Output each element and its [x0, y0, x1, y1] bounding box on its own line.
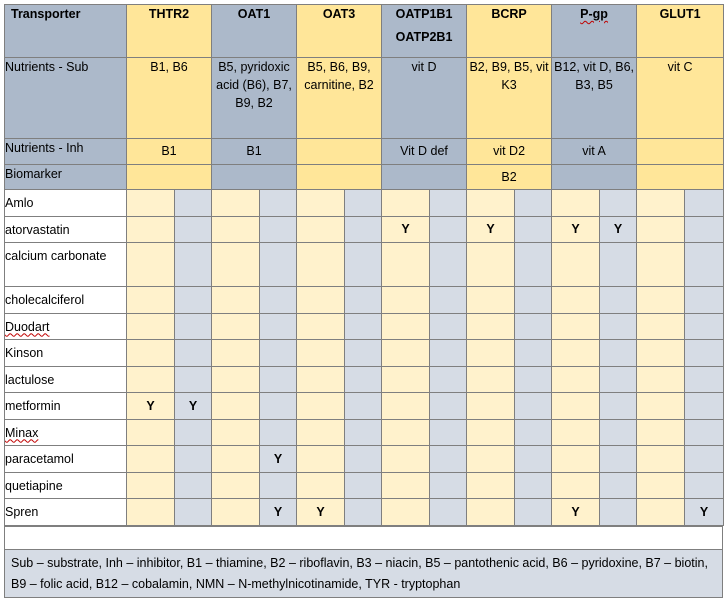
interaction-cell	[515, 446, 552, 473]
interaction-cell	[382, 499, 430, 526]
interaction-cell	[515, 393, 552, 420]
drug-name-text: Amlo	[5, 196, 34, 210]
interaction-cell	[345, 190, 382, 217]
interaction-cell	[212, 419, 260, 446]
interaction-cell	[600, 313, 637, 340]
drug-name	[5, 190, 127, 217]
info-cell-bcrp: B2	[467, 165, 552, 190]
interaction-cell	[382, 190, 430, 217]
interaction-cell	[430, 419, 467, 446]
interaction-cell	[552, 313, 600, 340]
interaction-cell	[260, 419, 297, 446]
drug-name-text: Duodart	[5, 319, 50, 334]
interaction-cell	[297, 472, 345, 499]
info-cell-thtr2: B1	[127, 139, 212, 165]
transporter-table-container	[4, 4, 723, 598]
interaction-cell	[127, 499, 175, 526]
drug-name-text: paracetamol	[5, 452, 74, 466]
info-cell-p-gp	[552, 165, 637, 190]
footnote-text: Sub – substrate, Inh – inhibitor, B1 – thiamine, B2 – riboflavin, B3 – niacin, B5 – pantothenic acid, B6 – pyridoxine, B7 – biotin, B9 – folic acid, B12 – cobalamin, NMN – N-methylnicotinamide, TYR - tryptophan	[5, 549, 723, 597]
interaction-cell	[382, 419, 430, 446]
interaction-cell	[382, 313, 430, 340]
interaction-cell	[430, 243, 467, 287]
interaction-cell	[175, 190, 212, 217]
interaction-cell	[345, 216, 382, 243]
interaction-cell	[212, 216, 260, 243]
interaction-cell	[467, 190, 515, 217]
info-cell-oat3	[297, 139, 382, 165]
interaction-cell: Y	[297, 499, 345, 526]
interaction-cell	[552, 340, 600, 367]
row-label: Nutrients - Inh	[5, 139, 127, 165]
interaction-cell	[175, 216, 212, 243]
interaction-cell: Y	[260, 446, 297, 473]
interaction-cell	[515, 340, 552, 367]
interaction-cell: Y	[127, 393, 175, 420]
info-cell-thtr2: B1, B6	[127, 58, 212, 139]
interaction-cell: Y	[175, 393, 212, 420]
drug-row	[5, 499, 724, 526]
interaction-cell: Y	[685, 499, 724, 526]
interaction-cell	[600, 366, 637, 393]
interaction-cell	[552, 243, 600, 287]
interaction-cell	[467, 419, 515, 446]
interaction-cell: Y	[382, 216, 430, 243]
drug-row	[5, 190, 724, 217]
interaction-cell	[297, 190, 345, 217]
drug-name-text: quetiapine	[5, 478, 63, 493]
interaction-cell	[515, 313, 552, 340]
interaction-cell: Y	[260, 499, 297, 526]
interaction-cell	[552, 287, 600, 314]
info-row-biomarker	[5, 165, 724, 190]
interaction-cell	[685, 472, 724, 499]
interaction-cell	[260, 216, 297, 243]
drug-name-text: calcium carbonate	[5, 249, 107, 263]
info-cell-oatp1b1	[382, 165, 467, 190]
interaction-cell	[637, 446, 685, 473]
info-cell-thtr2	[127, 165, 212, 190]
interaction-cell	[382, 366, 430, 393]
interaction-cell	[382, 340, 430, 367]
info-cell-bcrp: B2, B9, B5, vit K3	[467, 58, 552, 139]
interaction-cell	[600, 243, 637, 287]
drug-name	[5, 340, 127, 367]
interaction-cell	[297, 446, 345, 473]
transporter-header-oatp1b1: OATP1B1	[395, 7, 453, 21]
drug-row	[5, 446, 724, 473]
interaction-cell	[467, 499, 515, 526]
info-cell-oat1: B1	[212, 139, 297, 165]
transporter-header-oatp	[382, 5, 467, 58]
interaction-cell	[552, 366, 600, 393]
interaction-cell	[212, 190, 260, 217]
interaction-cell	[212, 366, 260, 393]
interaction-cell	[467, 243, 515, 287]
interaction-cell	[212, 472, 260, 499]
interaction-cell	[345, 499, 382, 526]
drug-row	[5, 419, 724, 446]
interaction-cell	[552, 393, 600, 420]
interaction-cell	[685, 243, 724, 287]
info-cell-bcrp: vit D2	[467, 139, 552, 165]
interaction-cell	[212, 287, 260, 314]
drug-name	[5, 393, 127, 420]
drug-row	[5, 287, 724, 314]
interaction-cell	[637, 243, 685, 287]
interaction-cell	[600, 287, 637, 314]
interaction-cell	[637, 393, 685, 420]
drug-name	[5, 419, 127, 446]
interaction-cell	[637, 366, 685, 393]
interaction-cell	[637, 216, 685, 243]
interaction-cell	[297, 419, 345, 446]
transporter-header-bcrp: BCRP	[467, 5, 552, 58]
interaction-cell	[175, 243, 212, 287]
drug-name	[5, 446, 127, 473]
transporter-header-thtr2: THTR2	[127, 5, 212, 58]
header-row	[5, 5, 724, 58]
row-label: Nutrients - Sub	[5, 58, 127, 139]
interaction-cell	[175, 313, 212, 340]
interaction-cell	[685, 393, 724, 420]
interaction-cell	[345, 446, 382, 473]
interaction-cell	[637, 313, 685, 340]
interaction-cell	[515, 366, 552, 393]
interaction-cell	[175, 340, 212, 367]
interaction-cell	[600, 393, 637, 420]
interaction-cell	[297, 313, 345, 340]
interaction-cell	[685, 216, 724, 243]
footnote-spacer	[5, 526, 723, 549]
interaction-cell	[637, 472, 685, 499]
interaction-cell	[345, 472, 382, 499]
interaction-cell	[430, 340, 467, 367]
interaction-cell	[515, 190, 552, 217]
drug-row	[5, 472, 724, 499]
interaction-cell	[382, 472, 430, 499]
interaction-cell	[127, 340, 175, 367]
interaction-cell	[685, 366, 724, 393]
interaction-cell	[127, 216, 175, 243]
interaction-cell	[600, 472, 637, 499]
interaction-cell	[345, 340, 382, 367]
row-label: Biomarker	[5, 165, 127, 190]
interaction-cell	[260, 366, 297, 393]
interaction-cell	[467, 446, 515, 473]
interaction-cell	[430, 313, 467, 340]
interaction-cell	[430, 287, 467, 314]
info-cell-glut1	[637, 165, 724, 190]
interaction-cell	[127, 419, 175, 446]
drug-name-text: Spren	[5, 505, 39, 519]
interaction-cell	[127, 313, 175, 340]
drug-name	[5, 472, 127, 499]
drug-name	[5, 287, 127, 314]
interaction-cell	[260, 393, 297, 420]
interaction-cell	[685, 419, 724, 446]
info-cell-p-gp: B12, vit D, B6, B3, B5	[552, 58, 637, 139]
interaction-cell	[345, 419, 382, 446]
transporter-header-glut1: GLUT1	[637, 5, 724, 58]
interaction-cell	[345, 366, 382, 393]
interaction-cell	[552, 472, 600, 499]
interaction-cell	[515, 243, 552, 287]
interaction-cell	[127, 190, 175, 217]
info-cell-oat1	[212, 165, 297, 190]
interaction-cell	[515, 287, 552, 314]
interaction-cell: Y	[552, 216, 600, 243]
interaction-cell	[175, 472, 212, 499]
interaction-cell	[260, 287, 297, 314]
interaction-cell	[175, 366, 212, 393]
transporter-header-pgp: P-gp	[552, 5, 637, 58]
interaction-cell	[297, 393, 345, 420]
interaction-cell: Y	[600, 216, 637, 243]
interaction-cell	[552, 419, 600, 446]
drug-name-text: metformin	[5, 399, 61, 413]
drug-name-text: Minax	[5, 425, 39, 440]
interaction-cell	[552, 190, 600, 217]
drug-name	[5, 499, 127, 526]
interaction-cell	[685, 190, 724, 217]
interaction-cell	[382, 287, 430, 314]
interaction-cell	[297, 366, 345, 393]
interaction-cell	[467, 366, 515, 393]
interaction-cell	[382, 243, 430, 287]
interaction-cell	[430, 446, 467, 473]
drug-row	[5, 393, 724, 420]
interaction-cell	[515, 472, 552, 499]
interaction-cell	[345, 243, 382, 287]
interaction-cell	[600, 340, 637, 367]
interaction-cell	[467, 472, 515, 499]
interaction-cell	[382, 446, 430, 473]
info-cell-oat3	[297, 165, 382, 190]
interaction-cell	[345, 313, 382, 340]
interaction-cell	[637, 499, 685, 526]
drug-name	[5, 216, 127, 243]
interaction-cell	[430, 190, 467, 217]
interaction-cell	[297, 216, 345, 243]
interaction-cell	[260, 340, 297, 367]
info-cell-glut1	[637, 139, 724, 165]
interaction-cell	[297, 287, 345, 314]
interaction-cell	[430, 472, 467, 499]
drug-name	[5, 366, 127, 393]
interaction-cell	[175, 287, 212, 314]
interaction-cell	[260, 190, 297, 217]
transporter-table	[4, 4, 724, 526]
info-cell-p-gp: vit A	[552, 139, 637, 165]
drug-name	[5, 313, 127, 340]
transporter-header-oat1: OAT1	[212, 5, 297, 58]
interaction-cell	[260, 313, 297, 340]
footnote-table	[4, 526, 723, 598]
info-cell-oatp1b1: vit D	[382, 58, 467, 139]
interaction-cell	[515, 419, 552, 446]
info-cell-oatp1b1: Vit D def	[382, 139, 467, 165]
info-cell-oat1: B5, pyridoxic acid (B6), B7, B9, B2	[212, 58, 297, 139]
interaction-cell	[600, 419, 637, 446]
interaction-cell	[297, 243, 345, 287]
transporter-header-oat3: OAT3	[297, 5, 382, 58]
interaction-cell	[430, 499, 467, 526]
interaction-cell	[637, 340, 685, 367]
drug-name-text: cholecalciferol	[5, 293, 85, 307]
interaction-cell	[127, 287, 175, 314]
info-cell-glut1: vit C	[637, 58, 724, 139]
interaction-cell	[127, 243, 175, 287]
drug-name	[5, 243, 127, 287]
interaction-cell	[212, 393, 260, 420]
interaction-cell	[600, 190, 637, 217]
interaction-cell	[430, 366, 467, 393]
interaction-cell	[685, 446, 724, 473]
interaction-cell	[637, 287, 685, 314]
interaction-cell	[467, 393, 515, 420]
interaction-cell	[467, 340, 515, 367]
interaction-cell	[430, 216, 467, 243]
interaction-cell: Y	[467, 216, 515, 243]
interaction-cell	[600, 499, 637, 526]
interaction-cell	[175, 419, 212, 446]
interaction-cell	[297, 340, 345, 367]
interaction-cell	[212, 313, 260, 340]
drug-name-text: atorvastatin	[5, 222, 70, 237]
interaction-cell	[515, 499, 552, 526]
interaction-cell	[637, 419, 685, 446]
interaction-cell	[345, 393, 382, 420]
drug-row	[5, 216, 724, 243]
drug-row	[5, 340, 724, 367]
info-cell-oat3: B5, B6, B9, carnitine, B2	[297, 58, 382, 139]
interaction-cell	[175, 446, 212, 473]
interaction-cell	[600, 446, 637, 473]
interaction-cell	[260, 472, 297, 499]
drug-row	[5, 313, 724, 340]
interaction-cell	[382, 393, 430, 420]
interaction-cell	[127, 446, 175, 473]
interaction-cell	[515, 216, 552, 243]
drug-row	[5, 366, 724, 393]
interaction-cell	[127, 472, 175, 499]
interaction-cell	[637, 190, 685, 217]
interaction-cell	[260, 243, 297, 287]
interaction-cell	[212, 499, 260, 526]
info-row-nutrients-sub	[5, 58, 724, 139]
corner-header: Transporter	[5, 5, 127, 58]
interaction-cell	[175, 499, 212, 526]
interaction-cell	[685, 313, 724, 340]
interaction-cell	[212, 340, 260, 367]
transporter-header-oatp2b1: OATP2B1	[395, 30, 453, 44]
interaction-cell	[552, 446, 600, 473]
interaction-cell	[127, 366, 175, 393]
interaction-cell	[212, 446, 260, 473]
interaction-cell	[467, 313, 515, 340]
interaction-cell	[685, 287, 724, 314]
drug-row	[5, 243, 724, 287]
interaction-cell	[212, 243, 260, 287]
drug-name-text: Kinson	[5, 346, 44, 360]
interaction-cell	[345, 287, 382, 314]
interaction-cell	[467, 287, 515, 314]
interaction-cell: Y	[552, 499, 600, 526]
interaction-cell	[685, 340, 724, 367]
interaction-cell	[430, 393, 467, 420]
info-row-nutrients-inh	[5, 139, 724, 165]
drug-name-text: lactulose	[5, 372, 55, 387]
